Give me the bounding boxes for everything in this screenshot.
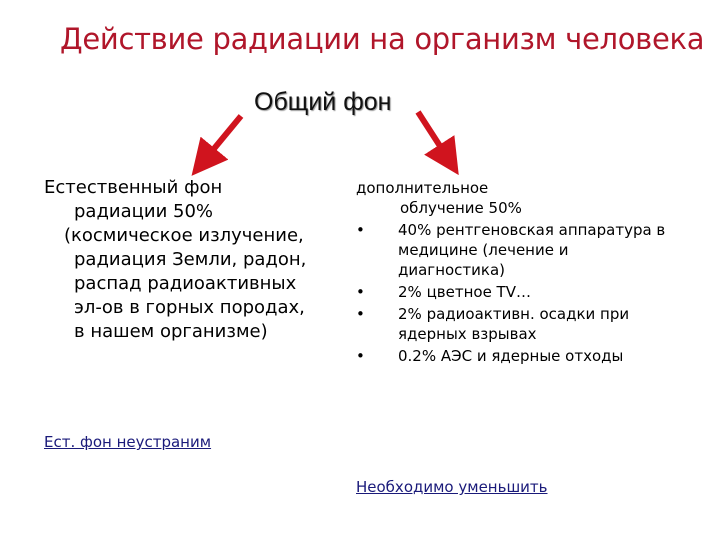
bullet: • bbox=[356, 305, 365, 323]
slide-title: Действие радиации на организм человека bbox=[60, 22, 705, 56]
natural-line-7: в нашем организме) bbox=[74, 321, 268, 342]
list-item-line: диагностика) bbox=[398, 261, 506, 279]
list-item-line: медицине (лечение и bbox=[398, 241, 569, 259]
natural-line-5: распад радиоактивных bbox=[74, 273, 297, 294]
right-arrow bbox=[418, 112, 449, 160]
bullet: • bbox=[356, 283, 365, 301]
reduce-exposure-link[interactable]: Необходимо уменьшить bbox=[356, 478, 548, 496]
natural-line-6: эл-ов в горных породах, bbox=[74, 297, 305, 318]
additional-exposure-block bbox=[356, 178, 696, 368]
natural-line-1: Естественный фон bbox=[44, 177, 223, 198]
list-item bbox=[356, 304, 696, 344]
additional-heading-1: дополнительное bbox=[356, 179, 489, 197]
exposure-list bbox=[356, 220, 696, 366]
bullet: • bbox=[356, 347, 365, 365]
list-item-line: 2% радиоактивн. осадки при bbox=[398, 305, 630, 323]
list-item bbox=[356, 346, 696, 366]
natural-background-link[interactable]: Ест. фон неустраним bbox=[44, 433, 212, 451]
list-item-line: ядерных взрывах bbox=[398, 325, 537, 343]
left-arrow bbox=[203, 116, 241, 162]
list-item bbox=[356, 282, 696, 302]
slide-subtitle: Общий фон bbox=[254, 88, 392, 116]
list-item-line: 0.2% АЭС и ядерные отходы bbox=[398, 347, 624, 365]
natural-line-3: (космическое излучение, bbox=[64, 225, 304, 246]
list-item-line: 2% цветное TV… bbox=[398, 283, 531, 301]
natural-background-block bbox=[44, 176, 344, 344]
list-item-line: 40% рентгеновская аппаратура в bbox=[398, 221, 666, 239]
list-item bbox=[356, 220, 696, 280]
natural-line-2: радиации 50% bbox=[74, 201, 214, 222]
additional-heading-2: облучение 50% bbox=[400, 199, 522, 217]
natural-line-4: радиация Земли, радон, bbox=[74, 249, 307, 270]
bullet: • bbox=[356, 221, 365, 239]
